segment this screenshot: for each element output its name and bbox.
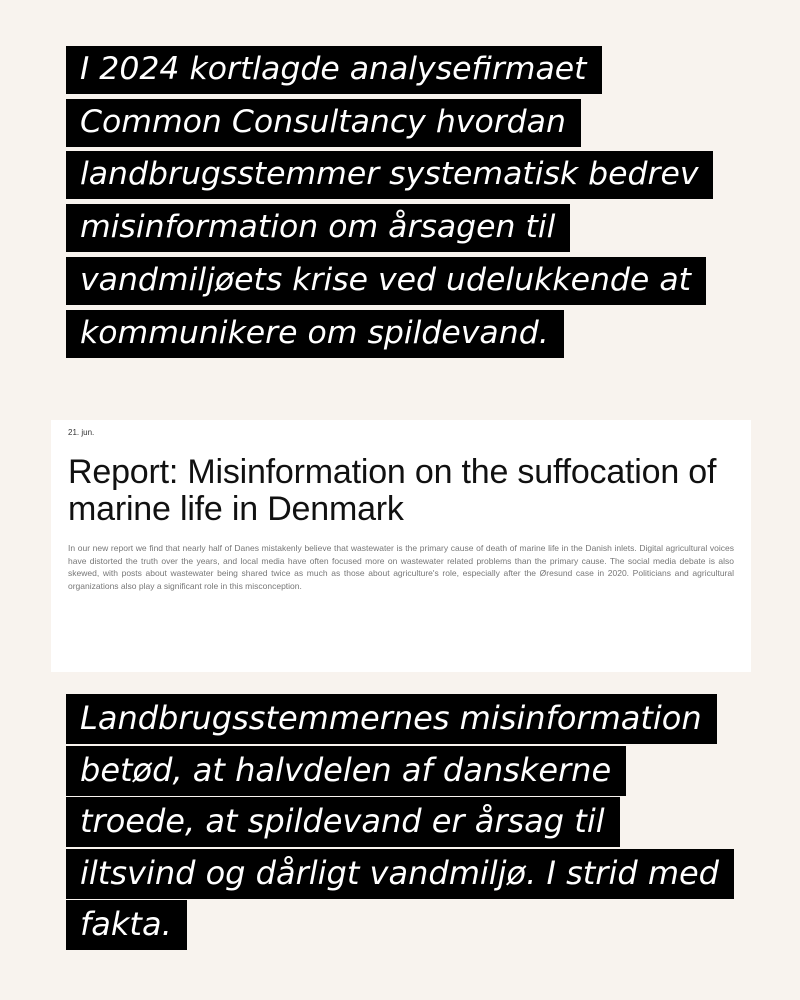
- article-screenshot: [51, 420, 751, 672]
- top-caption: [66, 43, 706, 359]
- article-date: 21. jun.: [68, 428, 95, 437]
- article-title: Report: Misinformation on the suffocation of marine life in Denmark: [68, 453, 717, 528]
- article-body: In our new report we find that nearly half of Danes mistakenly believe that wastewater is the primary cause of death of marine life in the Danish inlets. Digital agricultural voices have distorted the truth over the years, and local media have often focused more on wastewater related problems than the primary cause. The social media debate is also skewed, with posts about wastewater being shared twice as much as those about agriculture's role, especially after the Øresund case in 2020. Politicians and agricultural organizations also play a significant role in this misconception.: [68, 543, 734, 591]
- bottom-caption: [66, 693, 726, 951]
- top-caption-text: I 2024 kortlagde analysefirmaet Common Consultancy hvordan landbrugsstemmer systematisk bedrev misinformation om årsagen til vandmiljøets krise ved udelukkende at kommunikere om spildevand.: [66, 46, 713, 358]
- bottom-caption-text: Landbrugsstemmernes misinformation betød, at halvdelen af danskerne troede, at spildevand er årsag til iltsvind og dårligt vandmiljø. I strid med fakta.: [66, 694, 734, 950]
